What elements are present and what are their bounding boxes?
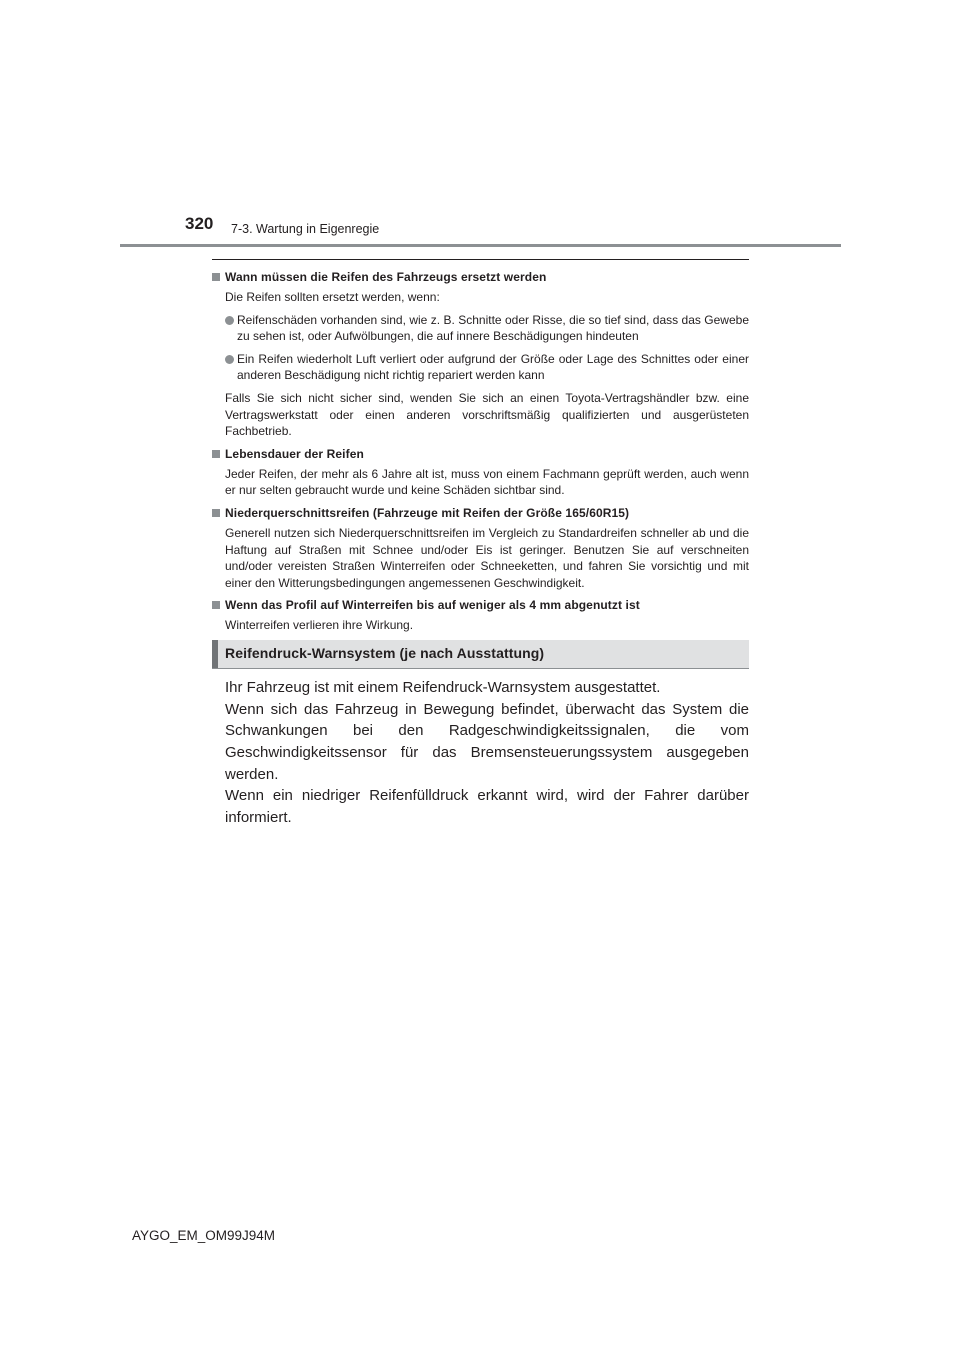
subheading-lifetime <box>212 446 749 462</box>
subheading-replace-text: Wann müssen die Reifen des Fahrzeugs ersetzt werden <box>225 270 547 284</box>
page-number: 320 <box>185 214 214 233</box>
subheading-low-profile-text: Niederquerschnittsreifen (Fahrzeuge mit Reifen der Größe 165/60R15) <box>225 505 630 520</box>
list-item <box>225 351 749 384</box>
winter-text: Winterreifen verlieren ihre Wirkung. <box>225 618 414 633</box>
square-bullet-icon <box>212 450 220 458</box>
subheading-lifetime-text: Lebensdauer der Reifen <box>225 446 364 461</box>
section-title: Reifendruck-Warnsystem (je nach Ausstattung) <box>225 644 545 661</box>
footer-code: AYGO_EM_OM99J94M <box>132 1228 276 1243</box>
lifetime-text: Jeder Reifen, der mehr als 6 Jahre alt ist, muss von einem Fachmann geprüft werden, auch wenn er nur selten gebraucht wurde und keine Schäden sichtbar sind. <box>225 466 749 498</box>
list-item-text: Ein Reifen wiederholt Luft verliert oder aufgrund der Größe oder Lage des Schnittes oder einer anderen Beschädigung nicht richtig repariert werden kann <box>237 351 749 383</box>
tpws-body <box>225 677 749 829</box>
circle-bullet-icon <box>225 355 234 364</box>
section-heading-tpws <box>212 640 749 669</box>
page-content <box>212 259 749 829</box>
square-bullet-icon <box>212 509 220 517</box>
section-divider <box>212 259 749 260</box>
square-bullet-icon <box>212 601 220 609</box>
subheading-winter-text: Wenn das Profil auf Winterreifen bis auf weniger als 4 mm abgenutzt ist <box>225 598 640 613</box>
square-bullet-icon <box>212 273 220 281</box>
list-item-text: Reifenschäden vorhanden sind, wie z. B. Schnitte oder Risse, die so tief sind, dass das Gewebe zu sehen ist, oder Aufwölbungen, die auf innere Beschädigungen hindeuten <box>237 312 749 344</box>
list-item <box>225 312 749 345</box>
subheading-replace <box>212 269 749 285</box>
chapter-title: 7-3. Wartung in Eigenregie <box>231 222 380 236</box>
body-paragraph: Wenn sich das Fahrzeug in Bewegung befindet, überwacht das System die Schwankungen bei den Radgeschwindigkeitssignalen, die vom Geschwindigkeitssensor für das Bremsensteuerungssystem ausgegeben werden. <box>225 700 749 783</box>
replace-intro: Die Reifen sollten ersetzt werden, wenn: <box>225 290 440 304</box>
subheading-winter <box>212 597 749 613</box>
body-paragraph: Wenn ein niedriger Reifenfülldruck erkannt wird, wird der Fahrer darüber informiert. <box>225 787 749 827</box>
header-rule <box>120 244 841 247</box>
section-heading-bar <box>212 640 218 668</box>
body-paragraph: Ihr Fahrzeug ist mit einem Reifendruck-Warnsystem ausgestattet. <box>225 678 661 696</box>
replace-outro: Falls Sie sich nicht sicher sind, wenden Sie sich an einen Toyota-Vertragshändler bzw. eine Vertragswerkstatt oder einen anderen vorschriftsmäßig qualifizierten und ausgerüsteten Fachbetrieb. <box>225 390 749 439</box>
circle-bullet-icon <box>225 316 234 325</box>
low-profile-text: Generell nutzen sich Niederquerschnittsreifen im Vergleich zu Standardreifen schneller ab und die Haftung auf Straßen mit Schnee und/oder Eis ist geringer. Benutzen Sie auf verschneiten und/oder vereisten Straßen Winterreifen oder Schneeketten, und fahren Sie vorsichtig und mit einer den Witterungsbedingungen angemessenen Geschwindigkeit. <box>225 525 749 590</box>
subheading-low-profile <box>212 505 749 521</box>
